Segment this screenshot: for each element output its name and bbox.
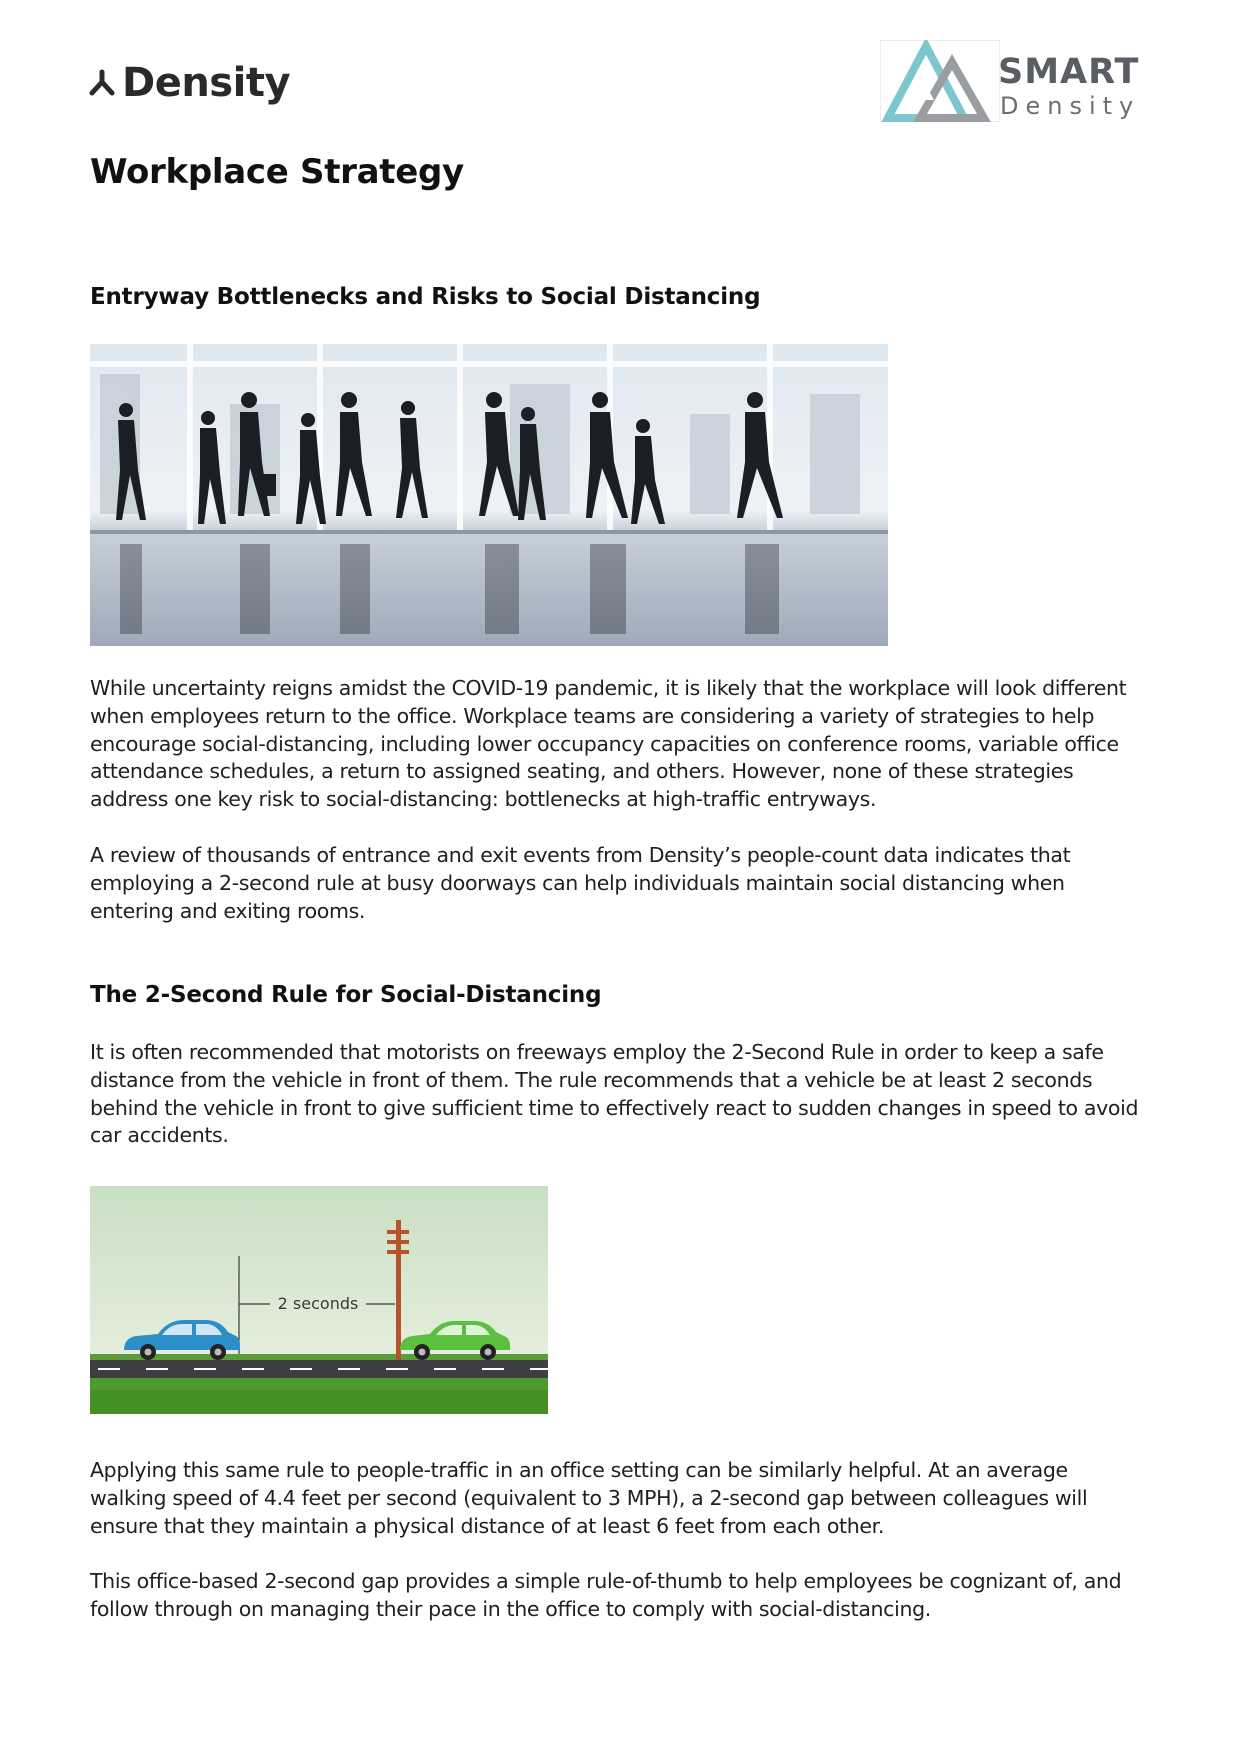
paragraph-motorist-rule: It is often recommended that motorists on freeways employ the 2-Second Rule in order to keep a safe distance from the vehicle in front of them. The rule recommends that a vehicle be at least 2 seconds behind the vehicle in front to give sufficient time to effectively react to sudden changes in speed to avoid car accidents. xyxy=(90,1040,1139,1148)
section-heading-bottlenecks: Entryway Bottlenecks and Risks to Social Distancing xyxy=(90,284,761,310)
road-diagram-illustration xyxy=(90,1186,548,1414)
walking-people-photo xyxy=(90,344,888,646)
paragraph-rule-of-thumb: This office-based 2-second gap provides a simple rule-of-thumb to help employees be cognizant of, and follow through on managing their pace in the office to comply with social-distancing. xyxy=(90,1569,1122,1621)
section-heading-two-second-rule: The 2-Second Rule for Social-Distancing xyxy=(90,982,602,1008)
smart-logo-subword: Density xyxy=(1000,92,1141,120)
two-second-road-diagram xyxy=(90,1186,548,1414)
paragraph-covid-workplace: While uncertainty reigns amidst the COVID-19 pandemic, it is likely that the workplace will look different when employees return to the office. Workplace teams are considering a variety of strategies to help encourage social-distancing, including lower occupancy capacities on conference rooms, variable office attendance schedules, a return to assigned seating, and others. However, none of these strategies address one key risk to social-distancing: bottlenecks at high-traffic entryways. xyxy=(90,676,1127,812)
density-logo xyxy=(88,58,290,108)
smart-density-logo-icon xyxy=(880,40,1000,122)
paragraph-density-review: A review of thousands of entrance and exit events from Density’s people-count data indicates that employing a 2-second rule at busy doorways can help individuals maintain social distancing when entering and exiting rooms. xyxy=(90,843,1071,923)
density-logo-text: Density xyxy=(122,60,291,106)
smart-density-logo xyxy=(880,40,1148,122)
paragraph-office-application: Applying this same rule to people-traffic in an office setting can be similarly helpful. At an average walking speed of 4.4 feet per second (equivalent to 3 MPH), a 2-second gap between colleagues will ensure that they maintain a physical distance of at least 6 feet from each other. xyxy=(90,1458,1088,1538)
page-title: Workplace Strategy xyxy=(90,152,464,192)
density-logo-icon xyxy=(88,69,116,97)
walking-people-illustration xyxy=(90,344,888,646)
smart-logo-word: SMART xyxy=(998,52,1140,92)
two-seconds-label: 2 seconds xyxy=(277,1294,359,1313)
